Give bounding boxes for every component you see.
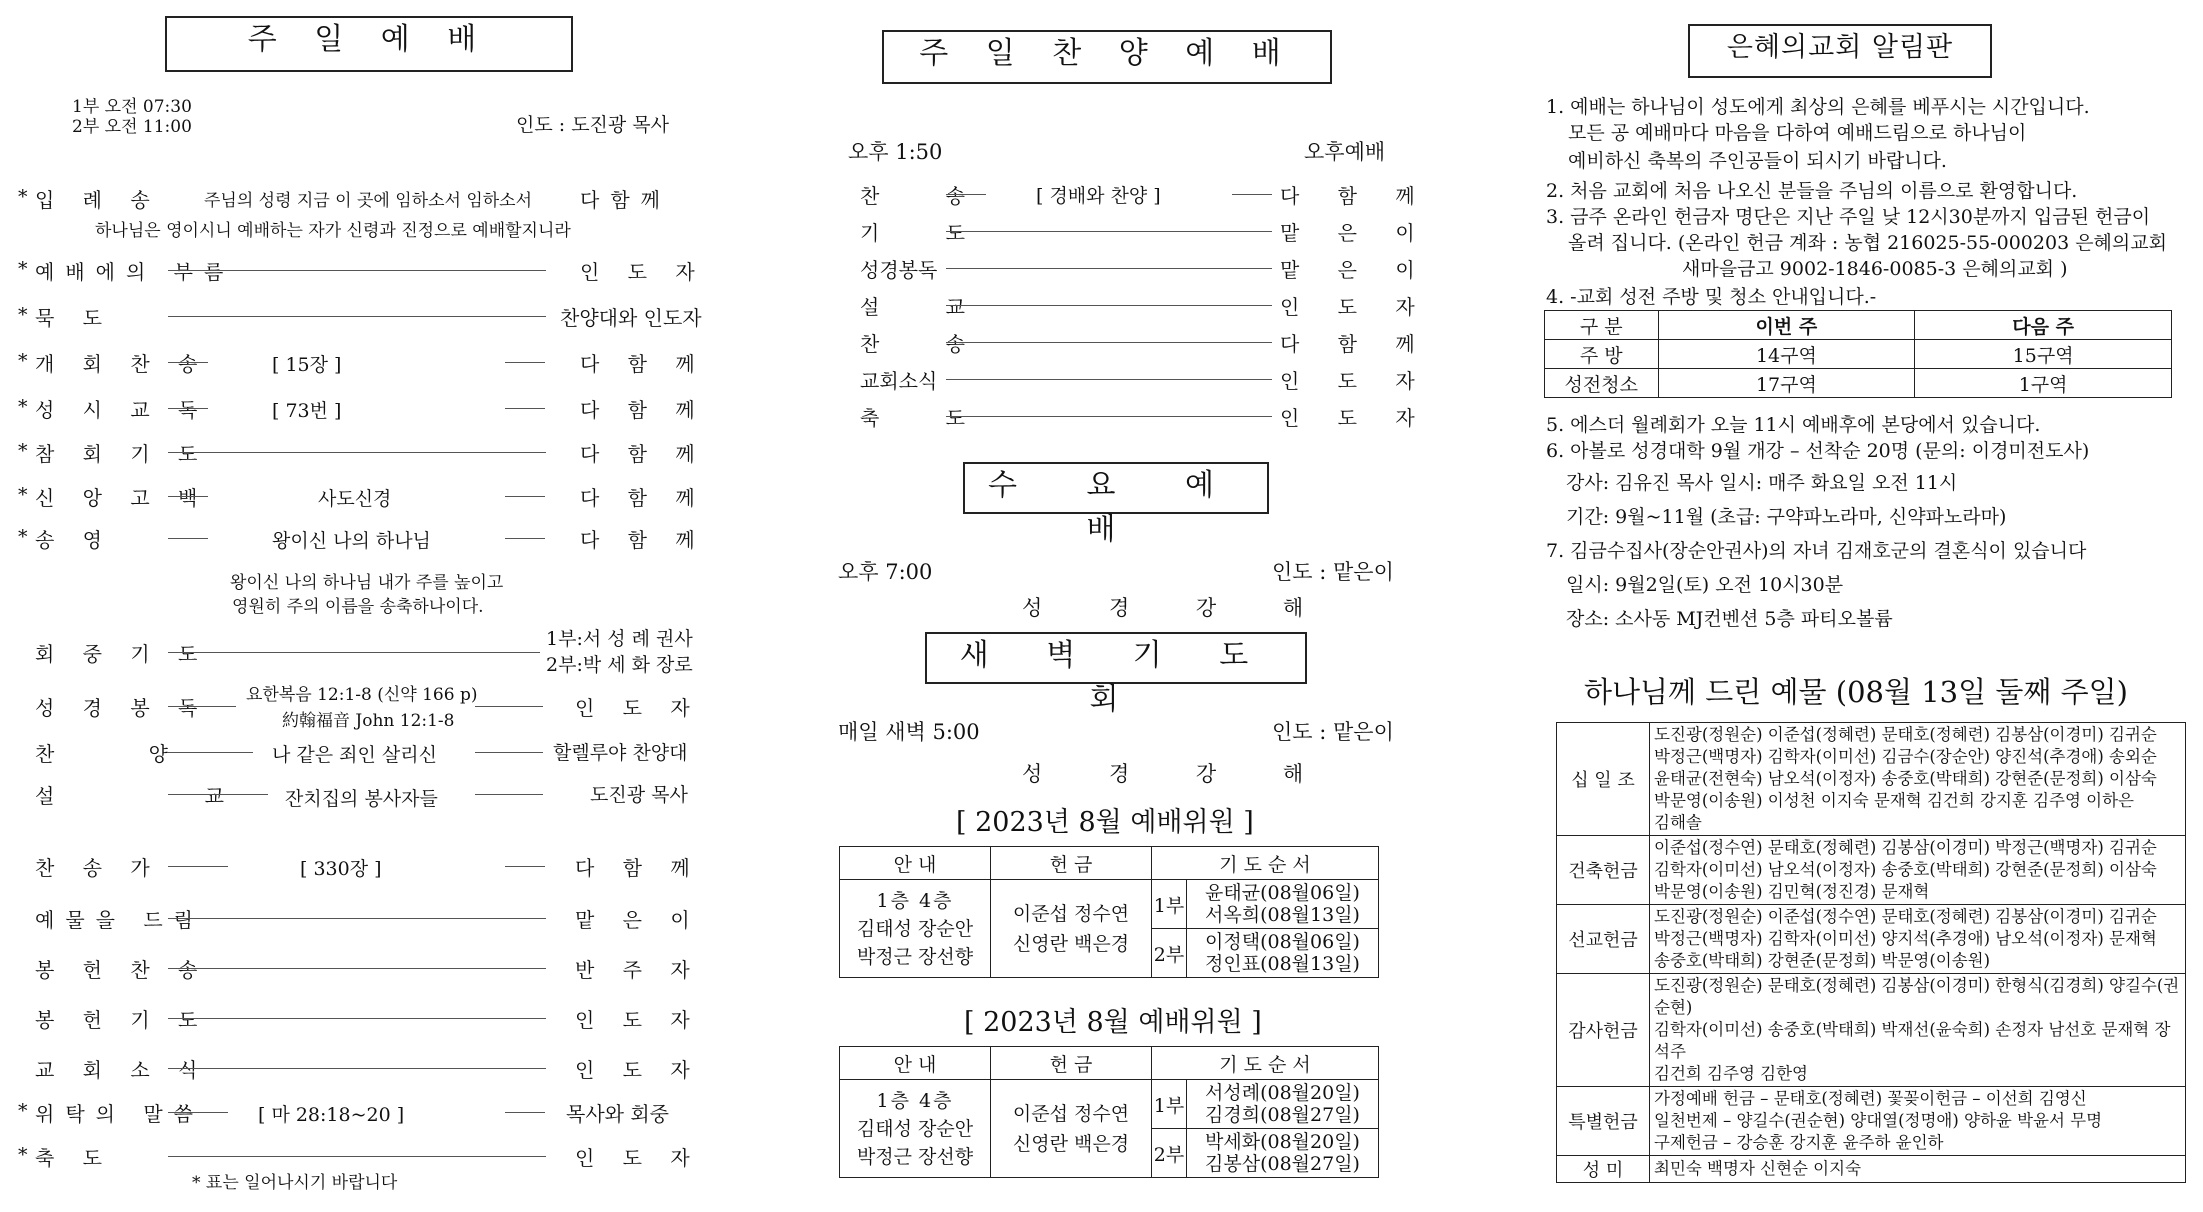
offering-names bbox=[1650, 974, 2186, 1087]
duty-prayer-name: 김봉삼(08월27일) bbox=[1205, 1153, 1360, 1175]
order-item-leader: 반 주 자 bbox=[575, 958, 701, 982]
duty-prayer-name: 이정택(08월06일) bbox=[1205, 931, 1360, 953]
notice-line: 일시: 9월2일(토) 오전 10시30분 bbox=[1566, 574, 1844, 596]
notice-line: 기간: 9월~11월 (초급: 구약파노라마, 신약파노라마) bbox=[1566, 506, 2007, 528]
duty-prayer-name: 정인표(08월13일) bbox=[1205, 953, 1360, 975]
cleaning-header: 다음 주 bbox=[1915, 311, 2172, 340]
praise-kind: 오후예배 bbox=[1304, 140, 1386, 164]
duty-prayer-name: 박세화(08월20일) bbox=[1205, 1131, 1360, 1153]
notice-line: 4. -교회 성전 주방 및 청소 안내입니다.- bbox=[1546, 286, 1877, 308]
duty-part: 1부 bbox=[1152, 880, 1187, 929]
offering-names-line: 윤태균(전현숙) 남오석(이정자) 송중호(박태희) 강현준(문정희) 이삼숙 bbox=[1654, 769, 2157, 788]
offering-names-line: 김학자(이미선) 송중호(박태희) 박재선(윤숙희) 손정자 남선호 문재혁 장석주 bbox=[1654, 1020, 2171, 1061]
duty-offering-line: 신영란 백은경 bbox=[1012, 932, 1130, 955]
order-line-right bbox=[505, 1112, 545, 1113]
praise-line-right bbox=[1232, 194, 1272, 195]
praise-item-leader: 인 도 자 bbox=[1280, 406, 1431, 430]
order-line-left bbox=[168, 408, 208, 409]
order-line-right bbox=[505, 496, 545, 497]
praise-title: 주 일 찬 양 예 배 bbox=[882, 30, 1332, 84]
order-item-middle: 사도신경 bbox=[318, 488, 392, 510]
praise-line bbox=[946, 231, 1272, 232]
order-item-label: 봉 헌 기 도 bbox=[35, 1008, 209, 1032]
offering-names bbox=[1650, 905, 2186, 974]
order-item-leader: 다함께 bbox=[580, 188, 671, 212]
order-line bbox=[168, 1068, 546, 1069]
order-item-label: 개 회 찬 송 bbox=[35, 352, 209, 376]
order-item-label: 예배에의 부름 bbox=[35, 260, 235, 284]
standing-mark: * bbox=[18, 526, 28, 548]
cleaning-cell: 주 방 bbox=[1545, 340, 1659, 369]
duty-prayer-names bbox=[1187, 929, 1379, 978]
duty-guide-line: 1층 4층 bbox=[876, 889, 954, 912]
order-line bbox=[168, 918, 546, 919]
offering-names-line: 김건희 김주영 김한영 bbox=[1654, 1064, 1808, 1083]
order-item-middle: [ 73번 ] bbox=[272, 400, 342, 422]
order-item-label: 성 시 교 독 bbox=[35, 398, 209, 422]
duty-guide bbox=[840, 1080, 991, 1178]
standing-mark: * bbox=[18, 1144, 28, 1166]
dawn-time: 매일 새벽 5:00 bbox=[838, 720, 980, 744]
sunday-title: 주 일 예 배 bbox=[165, 16, 573, 72]
praise-item-leader: 다 함 께 bbox=[1280, 184, 1431, 208]
order-line-right bbox=[505, 362, 545, 363]
offerings-title: 하나님께 드린 예물 (08월 13일 둘째 주일) bbox=[1584, 675, 2128, 709]
duty-table-1-title: [ 2023년 8월 예배위원 ] bbox=[956, 807, 1254, 838]
offering-category: 특별헌금 bbox=[1557, 1087, 1650, 1156]
praise-item-label: 성경봉독 bbox=[860, 258, 938, 282]
offering-names-line: 이준섭(정수연) 문태호(정혜련) 김봉삼(이경미) 박정근(백명자) 김귀순 bbox=[1654, 838, 2157, 857]
sermon-title: 잔치집의 봉사자들 bbox=[285, 788, 438, 810]
cleaning-cell: 1구역 bbox=[1915, 369, 2172, 398]
offering-names bbox=[1650, 1156, 2186, 1183]
offering-names-line: 최민숙 백명자 신현순 이지숙 bbox=[1654, 1159, 1862, 1178]
duty-header: 헌 금 bbox=[991, 1047, 1152, 1080]
order-item-leader: 맡 은 이 bbox=[575, 908, 701, 932]
bible-label: 성 경 봉 독 bbox=[35, 696, 209, 720]
notice-line: 3. 금주 온라인 헌금자 명단은 지난 주일 낮 12시30분까지 입금된 헌금이 bbox=[1546, 206, 2151, 228]
duty-header: 기 도 순 서 bbox=[1152, 847, 1379, 880]
standing-mark: * bbox=[18, 1100, 28, 1122]
order-item-leader: 인 도 자 bbox=[575, 1008, 701, 1032]
duty-offering-line: 신영란 백은경 bbox=[1012, 1132, 1130, 1155]
order-line-right bbox=[505, 866, 545, 867]
order-item-label: 신 앙 고 백 bbox=[35, 486, 209, 510]
praise-item-label: 기 도 bbox=[860, 221, 995, 245]
cleaning-table bbox=[1544, 310, 2172, 398]
duty-guide-line: 박정근 장선향 bbox=[856, 1145, 974, 1168]
order-item-leader: 다 함 께 bbox=[580, 352, 706, 376]
service-verse: 하나님은 영이시니 예배하는 자가 신령과 진정으로 예배할지니라 bbox=[95, 221, 571, 241]
praise-item-leader: 인 도 자 bbox=[1280, 295, 1431, 319]
order-item-leader: 다 함 께 bbox=[580, 398, 706, 422]
dawn-sub: 성 경 강 해 bbox=[1022, 762, 1334, 786]
order-item-label: 위탁의 말씀 bbox=[35, 1102, 204, 1126]
praise-item-leader: 맡 은 이 bbox=[1280, 221, 1431, 245]
order-line bbox=[168, 270, 546, 271]
offering-category: 십 일 조 bbox=[1557, 723, 1650, 836]
offering-names-line: 도진광(정원순) 문태호(정혜련) 김봉삼(이경미) 한형식(김경희) 양길수(권순현) bbox=[1654, 976, 2180, 1017]
order-item-middle: [ 15장 ] bbox=[272, 354, 342, 376]
praise-item-leader: 다 함 께 bbox=[1280, 332, 1431, 356]
offering-names-line: 일천번제 – 양길수(권순현) 양대열(정명애) 양하윤 박윤서 무명 bbox=[1654, 1111, 2103, 1130]
offering-names bbox=[1650, 836, 2186, 905]
notice-line: 5. 에스더 월례회가 오늘 11시 예배후에 본당에서 있습니다. bbox=[1546, 414, 2041, 436]
order-item-leader: 인 도 자 bbox=[575, 1146, 701, 1170]
order-item-leader: 인 도 자 bbox=[580, 260, 706, 284]
duty-header: 헌 금 bbox=[991, 847, 1152, 880]
prayer-person-2: 2부:박 세 화 장로 bbox=[546, 654, 693, 676]
sermon-line-right bbox=[475, 794, 543, 795]
choir-name: 할렐루야 찬양대 bbox=[553, 742, 688, 764]
bible-reader: 인 도 자 bbox=[575, 696, 701, 720]
prayer-label: 회 중 기 도 bbox=[35, 642, 209, 666]
order-line-left bbox=[168, 538, 208, 539]
sunday-time-1: 1부 오전 07:30 bbox=[72, 97, 192, 117]
offering-names-line: 구제헌금 – 강승훈 강지훈 윤주하 윤인하 bbox=[1654, 1133, 1944, 1152]
wednesday-title: 수 요 예 배 bbox=[963, 462, 1269, 514]
offering-names-line: 도진광(정원순) 이준섭(정혜련) 문태호(정혜련) 김봉삼(이경미) 김귀순 bbox=[1654, 725, 2157, 744]
dawn-title: 새 벽 기 도 회 bbox=[925, 632, 1307, 684]
offering-category: 선교헌금 bbox=[1557, 905, 1650, 974]
praise-line bbox=[946, 416, 1272, 417]
order-item-middle: 왕이신 나의 하나님 bbox=[272, 530, 431, 552]
wednesday-time: 오후 7:00 bbox=[838, 560, 933, 584]
order-item-middle: [ 마 28:18~20 ] bbox=[258, 1104, 405, 1126]
notice-line: 6. 아볼로 성경대학 9월 개강 – 선착순 20명 (문의: 이경미전도사) bbox=[1546, 440, 2090, 462]
offering-names-line: 박정근(백명자) 김학자(이미선) 양지석(추경애) 남오석(이정자) 문재혁 bbox=[1654, 929, 2157, 948]
duty-header: 안 내 bbox=[840, 1047, 991, 1080]
duty-table-2-title: [ 2023년 8월 예배위원 ] bbox=[964, 1007, 1262, 1038]
order-line-right bbox=[505, 538, 545, 539]
order-item-leader: 다 함 께 bbox=[580, 486, 706, 510]
cleaning-cell: 15구역 bbox=[1915, 340, 2172, 369]
cleaning-cell: 17구역 bbox=[1658, 369, 1915, 398]
praise-time: 오후 1:50 bbox=[848, 140, 943, 164]
duty-header: 안 내 bbox=[840, 847, 991, 880]
offering-names-line: 박정근(백명자) 김학자(이미선) 김금수(장순안) 양진석(추경애) 송외순 bbox=[1654, 747, 2157, 766]
order-item-label: 참 회 기 도 bbox=[35, 442, 209, 466]
praise-line-left bbox=[946, 194, 986, 195]
duty-table-1 bbox=[839, 846, 1379, 978]
order-item-label: 축 도 bbox=[35, 1146, 113, 1170]
order-item-leader: 목사와 회중 bbox=[566, 1102, 669, 1126]
preacher-name: 도진광 목사 bbox=[590, 784, 688, 806]
sermon-label: 설 교 bbox=[35, 784, 296, 808]
order-item-label: 찬 송 가 bbox=[35, 856, 161, 880]
standing-mark: * bbox=[18, 258, 28, 280]
standing-mark: * bbox=[18, 304, 28, 326]
offering-names bbox=[1650, 723, 2186, 836]
praise-item-label: 설 교 bbox=[860, 295, 995, 319]
order-line-left bbox=[168, 362, 208, 363]
order-line bbox=[168, 1156, 546, 1157]
duty-part: 2부 bbox=[1152, 929, 1187, 978]
duty-part: 1부 bbox=[1152, 1080, 1187, 1129]
duty-guide-line: 김태성 장순안 bbox=[856, 917, 974, 940]
order-line bbox=[168, 452, 546, 453]
bible-reference-hanja: 約翰福音 John 12:1-8 bbox=[282, 711, 455, 731]
duty-part: 2부 bbox=[1152, 1129, 1187, 1178]
duty-offering bbox=[991, 1080, 1152, 1178]
duty-header: 기 도 순 서 bbox=[1152, 1047, 1379, 1080]
order-line bbox=[168, 316, 546, 317]
notice-line: 모든 공 예배마다 마음을 다하여 예배드림으로 하나님이 bbox=[1568, 122, 2027, 144]
duty-prayer-names bbox=[1187, 1080, 1379, 1129]
duty-prayer-name: 서옥희(08월13일) bbox=[1205, 904, 1360, 926]
praise-item-middle: [ 경배와 찬양 ] bbox=[1036, 185, 1161, 207]
bible-line-left bbox=[168, 706, 236, 707]
praise-item-label: 축 도 bbox=[860, 406, 995, 430]
anthem-line-left bbox=[168, 752, 253, 753]
order-item-label: 입 례 송 bbox=[35, 188, 161, 212]
order-item-leader: 다 함 께 bbox=[580, 528, 706, 552]
offering-names-line: 송중호(박태희) 강현준(문정희) 박문영(이송원) bbox=[1654, 951, 1991, 970]
duty-offering bbox=[991, 880, 1152, 978]
praise-item-leader: 인 도 자 bbox=[1280, 369, 1431, 393]
praise-item-label: 교회소식 bbox=[860, 369, 938, 393]
hymn-lyric-2: 영원히 주의 이름을 송축하나이다. bbox=[232, 597, 484, 617]
wednesday-leader: 인도 : 맡은이 bbox=[1272, 560, 1394, 584]
offering-category: 감사헌금 bbox=[1557, 974, 1650, 1087]
order-line-right bbox=[505, 408, 545, 409]
praise-line bbox=[946, 379, 1272, 380]
cleaning-header: 구 분 bbox=[1545, 311, 1659, 340]
prayer-leader-line bbox=[168, 652, 540, 653]
order-item-label: 송 영 bbox=[35, 528, 113, 552]
notice-line: 예비하신 축복의 주인공들이 되시기 바랍니다. bbox=[1568, 150, 1947, 172]
order-line bbox=[168, 968, 546, 969]
dawn-leader: 인도 : 맡은이 bbox=[1272, 720, 1394, 744]
notice-line: 1. 예배는 하나님이 성도에게 최상의 은혜를 베푸시는 시간입니다. bbox=[1546, 96, 2090, 118]
order-line-left bbox=[168, 866, 228, 867]
notice-line: 장소: 소사동 MJ컨벤션 5층 파티오볼륨 bbox=[1566, 608, 1893, 630]
offering-names-line: 가정예배 헌금 – 문태호(정혜련) 꽃꽂이헌금 – 이선희 김영신 bbox=[1654, 1089, 2087, 1108]
order-item-middle: 주님의 성령 지금 이 곳에 임하소서 임하소서 bbox=[204, 191, 533, 211]
standing-mark: * bbox=[18, 350, 28, 372]
praise-item-label: 찬 송 bbox=[860, 184, 995, 208]
cleaning-cell: 14구역 bbox=[1658, 340, 1915, 369]
praise-item-leader: 맡 은 이 bbox=[1280, 258, 1431, 282]
anthem-line-right bbox=[475, 752, 543, 753]
praise-line bbox=[946, 305, 1272, 306]
order-item-leader: 인 도 자 bbox=[575, 1058, 701, 1082]
notice-line: 2. 처음 교회에 처음 나오신 분들을 주님의 이름으로 환영합니다. bbox=[1546, 180, 2078, 202]
sunday-time-2: 2부 오전 11:00 bbox=[72, 117, 192, 137]
bible-line-right bbox=[475, 706, 543, 707]
duty-guide-line: 김태성 장순안 bbox=[856, 1117, 974, 1140]
sermon-line-left bbox=[168, 794, 268, 795]
bible-reference: 요한복음 12:1-8 (신약 166 p) bbox=[246, 685, 478, 705]
duty-offering-line: 이준섭 정수연 bbox=[1012, 1102, 1130, 1125]
duty-guide-line: 1층 4층 bbox=[876, 1089, 954, 1112]
prayer-person-1: 1부:서 성 례 권사 bbox=[546, 628, 693, 650]
notice-line: 7. 김금수집사(장순안권사)의 자녀 김재호군의 결혼식이 있습니다 bbox=[1546, 540, 2087, 562]
duty-guide-line: 박정근 장선향 bbox=[856, 945, 974, 968]
standing-footnote: * 표는 일어나시기 바랍니다 bbox=[192, 1173, 398, 1193]
offering-names-line: 김해솔 bbox=[1654, 813, 1702, 832]
hymn-lyric-1: 왕이신 나의 하나님 내가 주를 높이고 bbox=[230, 573, 504, 593]
order-line bbox=[168, 1018, 546, 1019]
notice-line: 올려 집니다. (온라인 헌금 계좌 : 농협 216025-55-000203 은혜의교회 bbox=[1568, 232, 2167, 254]
offering-names-line: 김학자(이미선) 남오석(이정자) 송중호(박태희) 강현준(문정희) 이삼숙 bbox=[1654, 860, 2157, 879]
offering-names-line: 박문영(이송원) 김민혁(정진경) 문재혁 bbox=[1654, 882, 1930, 901]
duty-offering-line: 이준섭 정수연 bbox=[1012, 902, 1130, 925]
offerings-table bbox=[1556, 722, 2186, 1183]
wednesday-sub: 성 경 강 해 bbox=[1022, 596, 1334, 620]
anthem-title: 나 같은 죄인 살리신 bbox=[272, 744, 437, 766]
order-item-label: 예물을 드림 bbox=[35, 908, 204, 932]
standing-mark: * bbox=[18, 484, 28, 506]
order-item-label: 묵 도 bbox=[35, 306, 113, 330]
order-item-label: 교 회 소 식 bbox=[35, 1058, 209, 1082]
duty-prayer-names bbox=[1187, 1129, 1379, 1178]
offering-names-line: 박문영(이송원) 이성천 이지숙 문재혁 김건희 강지훈 김주영 이하은 bbox=[1654, 791, 2134, 810]
notice-line: 강사: 김유진 목사 일시: 매주 화요일 오전 11시 bbox=[1566, 472, 1958, 494]
sunday-leader: 인도 : 도진광 목사 bbox=[516, 114, 669, 136]
offering-names-line: 도진광(정원순) 이준섭(정수연) 문태호(정혜련) 김봉삼(이경미) 김귀순 bbox=[1654, 907, 2157, 926]
duty-table-2 bbox=[839, 1046, 1379, 1178]
praise-line bbox=[946, 342, 1272, 343]
order-item-middle: [ 330장 ] bbox=[300, 858, 382, 880]
praise-item-label: 찬 송 bbox=[860, 332, 995, 356]
standing-mark: * bbox=[18, 396, 28, 418]
standing-mark: * bbox=[18, 186, 28, 208]
order-item-label: 봉 헌 찬 송 bbox=[35, 958, 209, 982]
cleaning-cell: 성전청소 bbox=[1545, 369, 1659, 398]
order-item-leader: 다 함 께 bbox=[580, 442, 706, 466]
order-item-leader: 찬양대와 인도자 bbox=[560, 306, 702, 330]
offering-category: 건축헌금 bbox=[1557, 836, 1650, 905]
order-line-left bbox=[168, 496, 208, 497]
offering-names bbox=[1650, 1087, 2186, 1156]
standing-mark: * bbox=[18, 440, 28, 462]
praise-line bbox=[946, 268, 1272, 269]
duty-guide bbox=[840, 880, 991, 978]
duty-prayer-name: 서성례(08월20일) bbox=[1205, 1082, 1360, 1104]
duty-prayer-name: 윤태균(08월06일) bbox=[1205, 882, 1360, 904]
cleaning-header: 이번 주 bbox=[1658, 311, 1915, 340]
duty-prayer-names bbox=[1187, 880, 1379, 929]
offering-category: 성 미 bbox=[1557, 1156, 1650, 1183]
order-item-leader: 다 함 께 bbox=[575, 856, 701, 880]
notice-line: 새마을금고 9002-1846-0085-3 은혜의교회 ) bbox=[1682, 258, 2068, 280]
anthem-label: 찬 양 bbox=[35, 742, 212, 766]
order-line-left bbox=[168, 1112, 228, 1113]
notice-title: 은혜의교회 알림판 bbox=[1688, 24, 1992, 78]
duty-prayer-name: 김경희(08월27일) bbox=[1205, 1104, 1360, 1126]
